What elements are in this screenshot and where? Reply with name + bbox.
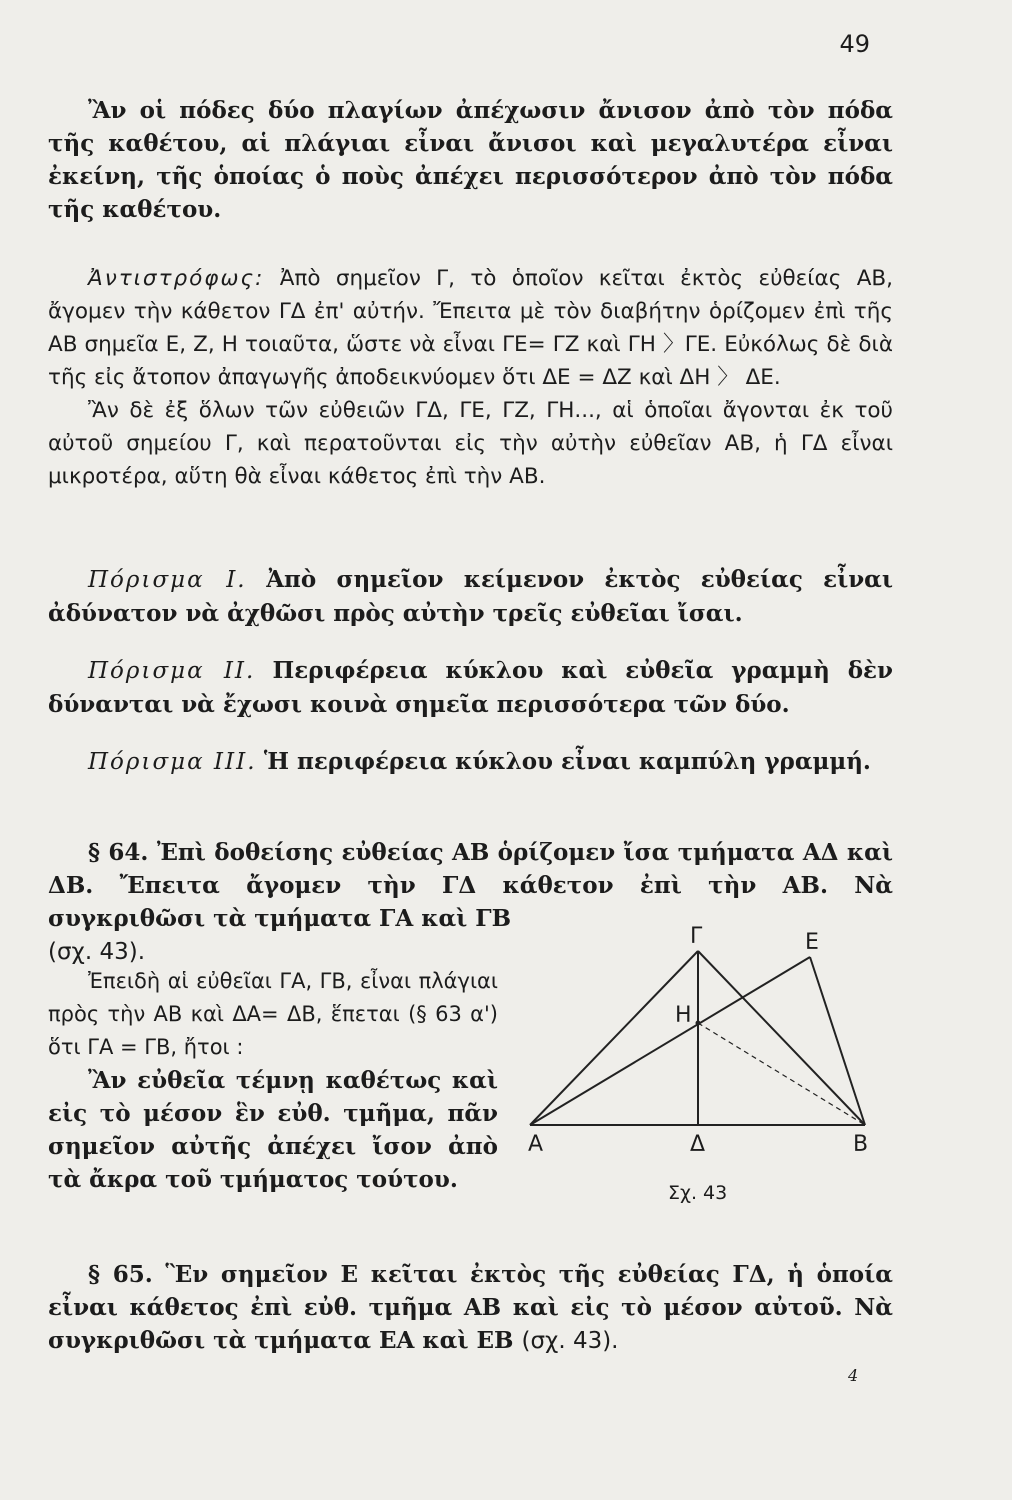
section-64-text: Ἐπὶ δοθείσης εὐθείας ΑΒ ὁρίζομεν ἴσα τμήματα ΑΔ καὶ ΔΒ. Ἔπειτα ἄγομεν τὴν ΓΔ κάθετον ἐπὶ τὴν ΑΒ. Νὰ συγκριθῶσι τὰ τμήματα ΓΑ καὶ ΓΒ xyxy=(48,839,893,932)
section-64-figure-ref: (σχ. 43). xyxy=(48,939,146,965)
corollary-2-text: Περιφέρεια κύκλου καὶ εὐθεῖα γραμμὴ δὲν δύνανται νὰ ἔχωσι κοινὰ σημεῖα περισσότερα τῶν δύο. xyxy=(48,657,894,718)
section-64-proof xyxy=(48,965,498,1196)
signature-mark: 4 xyxy=(848,1366,859,1385)
segment-e-a xyxy=(530,957,810,1125)
label-b: Β xyxy=(853,1132,869,1157)
page-number: 49 xyxy=(839,30,870,58)
segment-gamma-a xyxy=(530,951,698,1125)
corollary-2-label: Πόρισμα ΙΙ. xyxy=(88,658,256,684)
section-64-label: § 64. xyxy=(88,839,149,866)
corollary-3-label: Πόρισμα ΙΙΙ. xyxy=(88,749,257,775)
label-e: Ε xyxy=(805,930,819,955)
figure-caption: Σχ. 43 xyxy=(668,1182,728,1204)
point-h xyxy=(696,1021,701,1026)
label-a: Α xyxy=(528,1132,544,1157)
converse-label: Ἀντιστρόφως: xyxy=(88,266,265,291)
section-65-figure-ref: (σχ. 43). xyxy=(521,1328,619,1354)
corollary-1 xyxy=(48,563,893,631)
corollary-1-label: Πόρισμα Ι. xyxy=(88,567,247,593)
bisector-rule: Ἂν εὐθεῖα τέμνῃ καθέτως καὶ εἰς τὸ μέσον ἓν εὐθ. τμῆμα, πᾶν σημεῖον αὐτῆς ἀπέχει ἴσον ἀπὸ τὰ ἄκρα τοῦ τμήματος τούτου. xyxy=(48,1067,498,1193)
corollary-2 xyxy=(48,654,893,722)
corollary-1-text: Ἀπὸ σημεῖον κείμενον ἐκτὸς εὐθείας εἶναι ἀδύνατον νὰ ἀχθῶσι πρὸς αὐτὴν τρεῖς εὐθεῖαι ἴσαι. xyxy=(48,566,893,627)
figure-43 xyxy=(520,925,880,1215)
label-h: Η xyxy=(675,1003,692,1028)
minimum-paragraph: Ἂν δὲ ἐξ ὅλων τῶν εὐθειῶν ΓΔ, ΓΕ, ΓΖ, ΓΗ..., αἱ ὁποῖαι ἄγονται ἐκ τοῦ αὐτοῦ σημείου Γ, καὶ περατοῦνται εἰς τὴν αὐτὴν εὐθεῖαν ΑΒ, ἡ ΓΔ εἶναι μικροτέρα, αὕτη θὰ εἶναι κάθετος ἐπὶ τὴν ΑΒ. xyxy=(48,398,893,489)
corollary-3 xyxy=(48,745,893,779)
segment-e-b xyxy=(810,957,865,1125)
theorem-paragraph: Ἂν οἱ πόδες δύο πλαγίων ἀπέχωσιν ἄνισον ἀπὸ τὸν πόδα τῆς καθέτου, αἱ πλάγιαι εἶναι ἄνισοι καὶ μεγαλυτέρα εἶναι ἐκείνη, τῆς ὁποίας ὁ ποὺς ἀπέχει περισσότερον ἀπὸ τὸν πόδα τῆς καθέτου. xyxy=(48,97,893,223)
label-gamma: Γ xyxy=(690,924,703,949)
proof-text: Ἐπειδὴ αἱ εὐθεῖαι ΓΑ, ΓΒ, εἶναι πλάγιαι πρὸς τὴν ΑΒ καὶ ΔΑ= ΔΒ, ἕπεται (§ 63 α') ὅτι ΓΑ = ΓΒ, ἤτοι : xyxy=(48,969,498,1059)
converse-paragraph xyxy=(48,262,893,394)
corollary-3-text: Ἡ περιφέρεια κύκλου εἶναι καμπύλη γραμμή. xyxy=(263,748,871,775)
figure-43-diagram xyxy=(520,925,880,1215)
converse-section xyxy=(48,262,893,493)
section-65-label: § 65. xyxy=(88,1261,153,1288)
label-delta: Δ xyxy=(690,1132,706,1157)
section-65-statement xyxy=(48,1258,893,1358)
section-65-text: Ἓν σημεῖον Ε κεῖται ἐκτὸς τῆς εὐθείας ΓΔ, ἡ ὁποία εἶναι κάθετος ἐπὶ εὐθ. τμῆμα ΑΒ καὶ εἰς τὸ μέσον αὐτοῦ. Νὰ συγκριθῶσι τὰ τμήματα ΕΑ καὶ ΕΒ xyxy=(48,1261,893,1354)
converse-text: Ἀπὸ σημεῖον Γ, τὸ ὁποῖον κεῖται ἐκτὸς εὐθείας ΑΒ, ἄγομεν τὴν κάθετον ΓΔ ἐπ' αὐτήν. Ἔπειτα μὲ τὸν διαβήτην ὁρίζομεν ἐπὶ τῆς ΑΒ σημεῖα Ε, Ζ, Η τοιαῦτα, ὥστε νὰ εἶναι ΓΕ= ΓΖ καὶ ΓΗ 〉ΓΕ. Εὐκόλως δὲ διὰ τῆς εἰς ἄτοπον ἀπαγωγῆς ἀποδεικνύομεν ὅτι ΔΕ = ΔΖ καὶ ΔΗ 〉 ΔΕ. xyxy=(48,266,893,390)
